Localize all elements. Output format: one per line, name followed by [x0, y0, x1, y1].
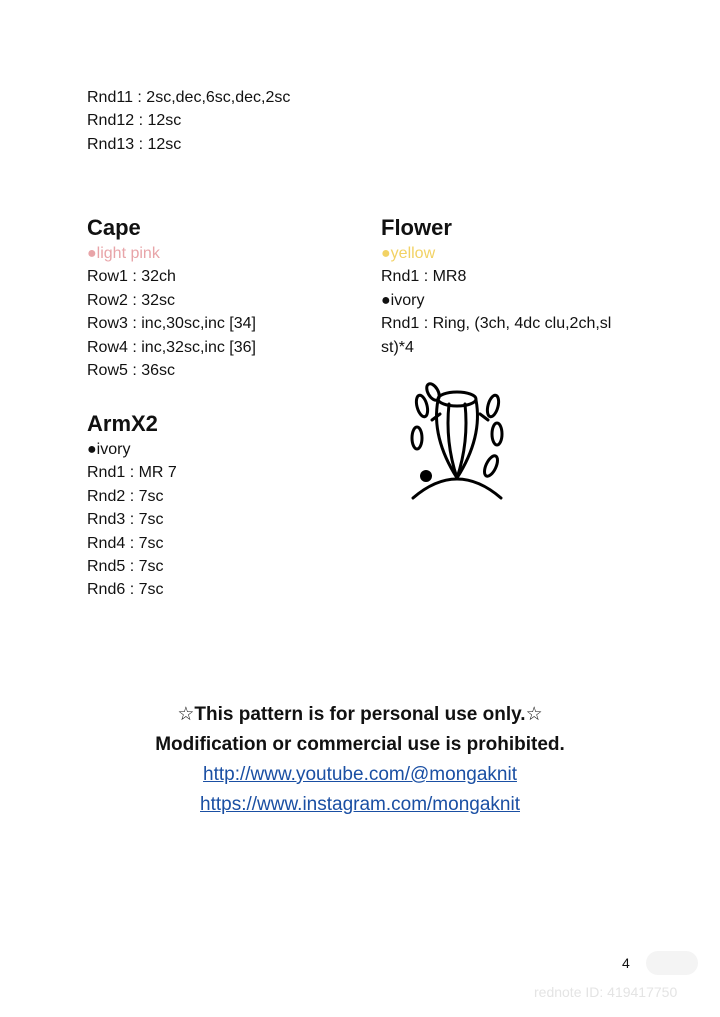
cape-row: Row2 : 32sc	[87, 291, 176, 309]
flower-section	[381, 214, 611, 359]
round-line: Rnd12 : 12sc	[87, 112, 182, 130]
cape-title: Cape	[87, 215, 141, 240]
cape-row: Row4 : inc,32sc,inc [36]	[87, 338, 256, 356]
watermark-pill	[646, 951, 698, 975]
cape-row: Row3 : inc,30sc,inc [34]	[87, 315, 256, 333]
cape-row: Row5 : 36sc	[87, 362, 176, 380]
commercial-use-notice: Modification or commercial use is prohibited.	[155, 734, 565, 755]
crochet-chart-icon	[405, 382, 510, 504]
arm-color-label: ●ivory	[87, 441, 131, 458]
flower-color-label: ●yellow	[381, 245, 436, 262]
flower-ivory-label: ●ivory	[381, 291, 425, 309]
cape-section	[87, 214, 256, 382]
continued-rounds	[87, 86, 290, 156]
arm-row: Rnd4 : 7sc	[87, 534, 164, 552]
arm-row: Rnd2 : 7sc	[87, 487, 164, 505]
cape-row: Row1 : 32ch	[87, 268, 176, 286]
arm-section	[87, 410, 177, 602]
personal-use-notice: ☆This pattern is for personal use only.☆	[177, 704, 543, 725]
cape-color-label: ●light pink	[87, 245, 160, 262]
page-number: 4	[622, 955, 630, 971]
flower-round: Rnd1 : MR8	[381, 268, 467, 286]
flower-round: Rnd1 : Ring, (3ch, 4dc clu,2ch,sl	[381, 315, 612, 333]
footer-notice	[0, 700, 720, 820]
youtube-link[interactable]: http://www.youtube.com/@mongaknit	[203, 764, 517, 785]
flower-title: Flower	[381, 215, 452, 240]
arm-row: Rnd5 : 7sc	[87, 558, 164, 576]
flower-round: st)*4	[381, 338, 414, 356]
arm-row: Rnd1 : MR 7	[87, 464, 177, 482]
round-line: Rnd13 : 12sc	[87, 135, 182, 153]
arm-row: Rnd3 : 7sc	[87, 511, 164, 529]
round-line: Rnd11 : 2sc,dec,6sc,dec,2sc	[87, 89, 291, 106]
instagram-link[interactable]: https://www.instagram.com/mongaknit	[200, 794, 520, 815]
watermark-text: rednote ID: 419417750	[534, 984, 678, 1000]
arm-row: Rnd6 : 7sc	[87, 581, 164, 599]
arm-title: ArmX2	[87, 411, 158, 436]
